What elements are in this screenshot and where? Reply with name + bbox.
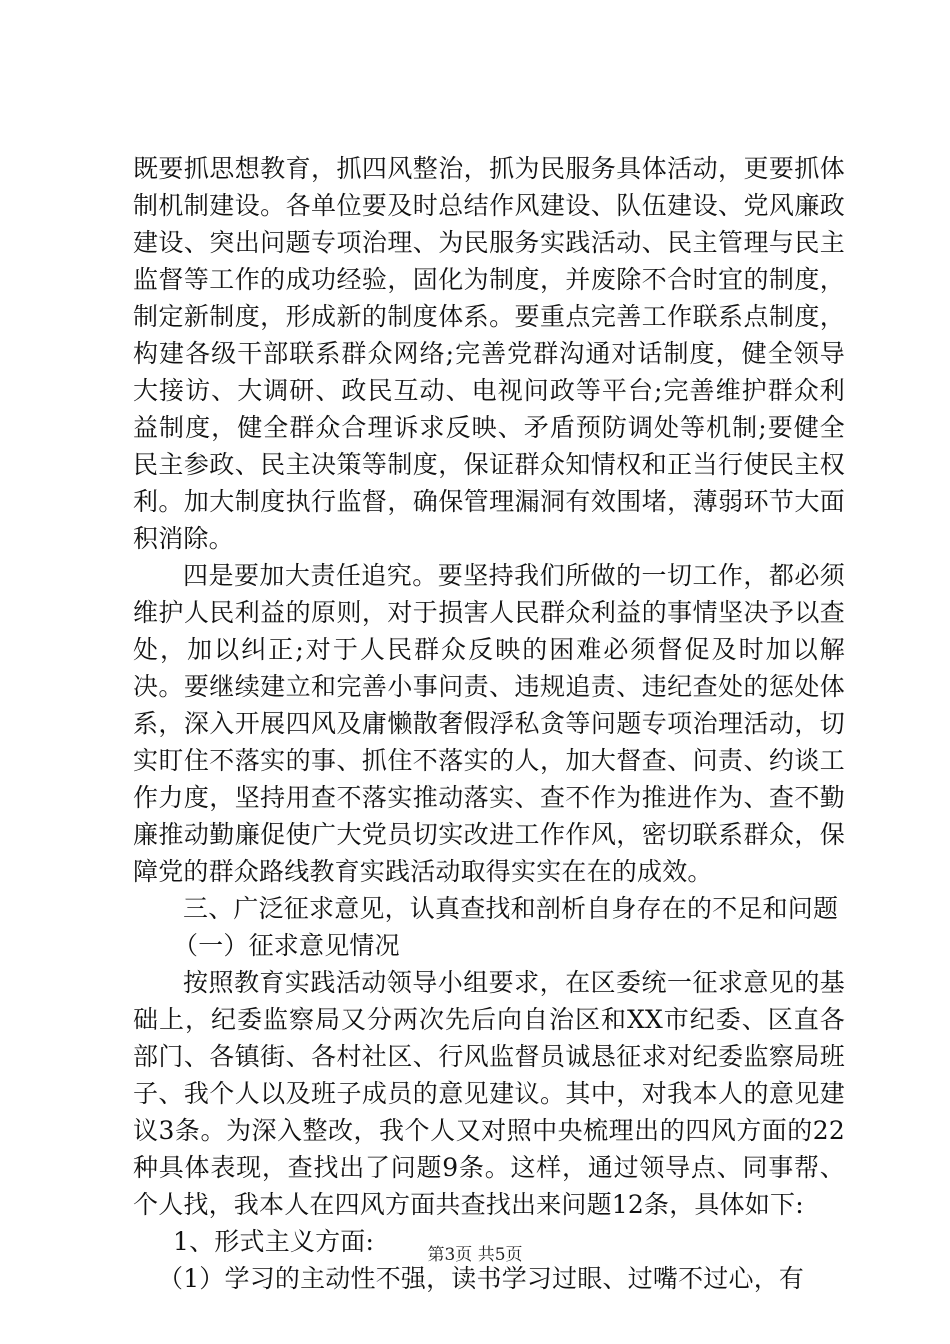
document-body [133, 150, 845, 1297]
list-item-1: （1）学习的主动性不强，读书学习过眼、过嘴不过心，有 [158, 1264, 805, 1293]
paragraph-opinion-collection: 按照教育实践活动领导小组要求，在区委统一征求意见的基础上，纪委监察局又分两次先后向自治区和XX市纪委、区直各部门、各镇街、各村社区、行风监督员诚恳征求对纪委监察局班子、我个人以及班子成员的意见建议。其中，对我本人的意见建议3条。为深入整改，我个人又对照中央梳理出的四风方面的22种具体表现，查找出了问题9条。这样，通过领导点、同事帮、个人找，我本人在四风方面共查找出来问题12条，具体如下: [133, 968, 845, 1219]
paragraph-accountability: 四是要加大责任追究。要坚持我们所做的一切工作，都必须维护人民利益的原则，对于损害人民群众利益的事情坚决予以查处，加以纠正;对于人民群众反映的困难必须督促及时加以解决。要继续建立和完善小事问责、违规追责、违纪查处的惩处体系，深入开展四风及庸懒散奢假浮私贪等问题专项治理活动，切实盯住不落实的事、抓住不落实的人，加大督查、问责、约谈工作力度，坚持用查不落实推动落实、查不作为推进作为、查不勤廉推动勤廉促使广大党员切实改进工作作风，密切联系群众，保障党的群众路线教育实践活动取得实实在在的成效。 [133, 561, 845, 886]
list-heading-formalism: 1、形式主义方面: [173, 1227, 375, 1256]
section-heading-3: 三、广泛征求意见，认真查找和剖析自身存在的不足和问题 [183, 894, 839, 923]
page-footer: 第3页 共5页 [427, 1245, 523, 1265]
subsection-heading-1: （一）征求意见情况 [173, 931, 400, 960]
paragraph-system-building: 既要抓思想教育，抓四风整治，抓为民服务具体活动，更要抓体制机制建设。各单位要及时总结作风建设、队伍建设、党风廉政建设、突出问题专项治理、为民服务实践活动、民主管理与民主监督等工作的成功经验，固化为制度，并废除不合时宜的制度，制定新制度，形成新的制度体系。要重点完善工作联系点制度，构建各级干部联系群众网络;完善党群沟通对话制度，健全领导大接访、大调研、政民互动、电视问政等平台;完善维护群众利益制度，健全群众合理诉求反映、矛盾预防调处等机制;要健全民主参政、民主决策等制度，保证群众知情权和正当行使民主权利。加大制度执行监督，确保管理漏洞有效围堵，薄弱环节大面积消除。 [133, 154, 845, 553]
